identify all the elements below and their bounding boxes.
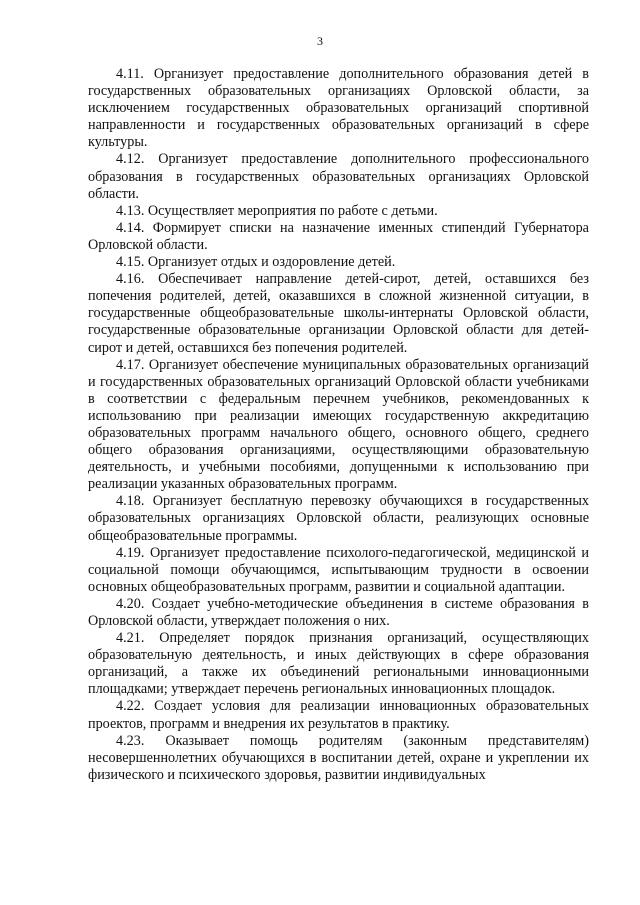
paragraph-4-14: 4.14. Формирует списки на назначение именных стипендий Губернатора Орловской области. [88,219,589,253]
paragraph-4-22: 4.22. Создает условия для реализации инновационных образовательных проектов, программ и внедрения их результатов в практику. [88,698,589,732]
paragraph-4-15: 4.15. Организует отдых и оздоровление детей. [116,254,396,271]
paragraph-4-19: 4.19. Организует предоставление психолого-педагогической, медицинской и социальной помощи обучающимся, испытывающим трудности в освоении основных общеобразовательных программ, развитии и социальной адаптации. [88,544,589,595]
document-body [88,66,589,784]
paragraph-4-11: 4.11. Организует предоставление дополнительного образования детей в государственных образовательных организациях Орловской области, за исключением государственных образовательных организаций спортивной направленности и государственных образовательных организаций в сфере культуры. [88,66,589,151]
paragraph-4-20: 4.20. Создает учебно-методические объединения в системе образования в Орловской области, утверждает положения о них. [88,595,589,629]
page-number: 3 [317,34,323,48]
paragraph-4-18: 4.18. Организует бесплатную перевозку обучающихся в государственных образовательных организациях Орловской области, реализующих основные общеобразовательные программы. [88,493,589,544]
paragraph-4-16: 4.16. Обеспечивает направление детей-сирот, детей, оставшихся без попечения родителей, детей, оказавшихся в сложной жизненной ситуации, в государственные общеобразовательные школы-интернаты Орловской области, государственные образовательные организации Орловской области для детей-сирот и детей, оставшихся без попечения родителей. [88,271,589,356]
paragraph-4-17: 4.17. Организует обеспечение муниципальных образовательных организаций и государственных образовательных организаций Орловской области учебниками в соответствии с федеральным перечнем учебников, рекомендованных к использованию при реализации имеющих государственную аккредитацию образовательных программ начального общего, основного общего, среднего общего образования организациями, осуществляющими образовательную деятельность, и учебными пособиями, допущенными к использованию при реализации указанных образовательных программ. [88,356,589,493]
paragraph-4-12: 4.12. Организует предоставление дополнительного профессионального образования в государственных образовательных организациях Орловской области. [88,151,589,202]
paragraph-4-23: 4.23. Оказывает помощь родителям (законным представителям) несовершеннолетних обучающихся в воспитании детей, охране и укреплении их физического и психического здоровья, развитии индивидуальных [88,732,589,783]
paragraph-4-21: 4.21. Определяет порядок признания организаций, осуществляющих образовательную деятельность, и иных действующих в сфере образования организаций, а также их объединений региональными инновационными площадками; утверждает перечень региональных инновационных площадок. [88,630,589,698]
paragraph-4-13: 4.13. Осуществляет мероприятия по работе с детьми. [116,202,438,219]
